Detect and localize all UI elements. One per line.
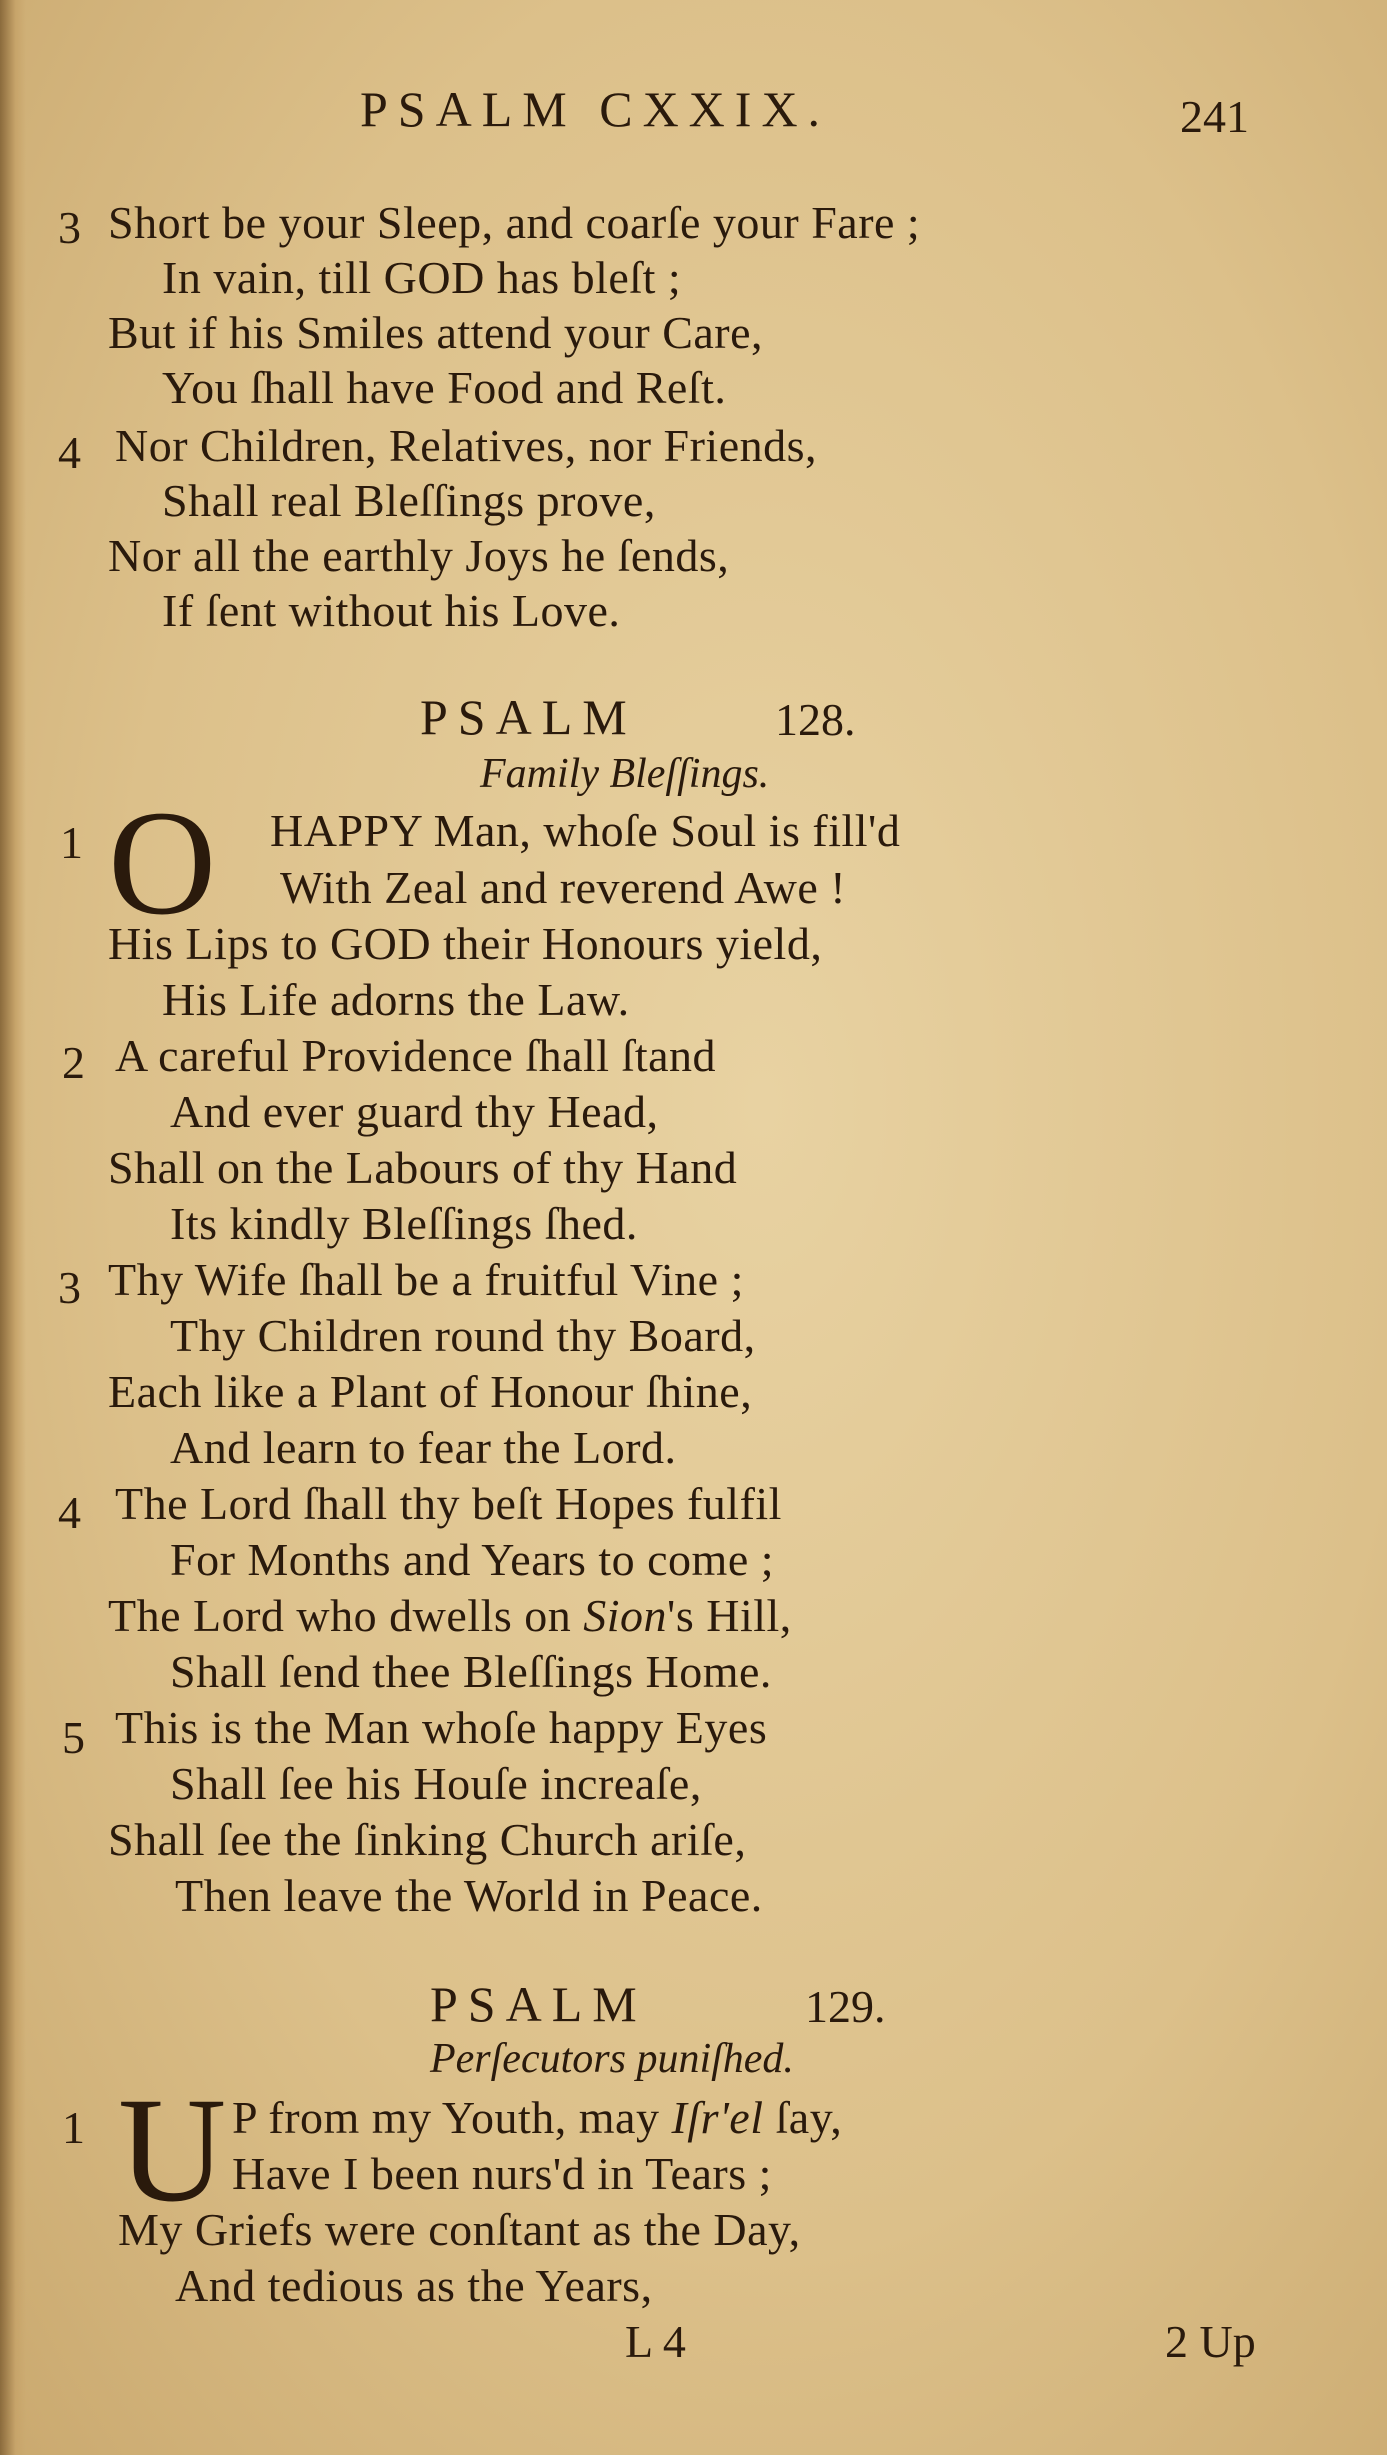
verse-number: 1 [60, 817, 83, 868]
verse-line: Short be your Sleep, and coarſe your Fare ; [108, 197, 921, 248]
verse-line: My Griefs were conſtant as the Day, [118, 2204, 801, 2255]
psalm-subtitle: Perſecutors puniſhed. [430, 2036, 794, 2082]
drop-cap: O [108, 780, 217, 946]
verse-number: 4 [58, 1487, 81, 1538]
verse-line: Shall ſee the ſinking Church ariſe, [108, 1814, 747, 1865]
verse-line: Shall ſend thee Bleſſings Home. [170, 1646, 772, 1697]
psalm-subtitle: Family Bleſſings. [480, 751, 770, 797]
verse-number: 4 [58, 427, 81, 478]
verse-line: Nor all the earthly Joys he ſends, [108, 530, 730, 581]
verse-line: HAPPY Man, whoſe Soul is fill'd [270, 805, 901, 856]
verse-number: 3 [58, 202, 81, 253]
page-gutter [0, 0, 26, 2455]
verse-line: You ſhall have Food and Reſt. [162, 362, 727, 413]
psalm-number: 129. [805, 1981, 886, 2032]
verse-line: His Lips to GOD their Honours yield, [108, 918, 823, 969]
verse-line: A careful Providence ſhall ſtand [115, 1030, 717, 1081]
verse-line: Then leave the World in Peace. [175, 1870, 763, 1921]
verse-number: 5 [62, 1712, 85, 1763]
verse-number: 3 [58, 1262, 81, 1313]
verse-line: His Life adorns the Law. [162, 974, 630, 1025]
verse-text: ſay, [763, 2092, 843, 2143]
verse-line [108, 1588, 792, 1644]
verse-number: 1 [62, 2102, 85, 2153]
signature-mark: L 4 [625, 2316, 686, 2367]
verse-line: And ever guard thy Head, [170, 1086, 659, 1137]
verse-line: But if his Smiles attend your Care, [108, 307, 764, 358]
page-number: 241 [1180, 91, 1249, 142]
verse-line: For Months and Years to come ; [170, 1534, 775, 1585]
verse-line: Shall ſee his Houſe increaſe, [170, 1758, 702, 1809]
verse-text: 's Hill, [667, 1590, 792, 1641]
verse-line: Shall real Bleſſings prove, [162, 475, 656, 526]
verse-line: Each like a Plant of Honour ſhine, [108, 1366, 753, 1417]
verse-line: In vain, till GOD has bleſt ; [162, 252, 682, 303]
verse-line [232, 2090, 842, 2146]
italic-name: Sion [583, 1590, 668, 1641]
psalm-heading: PSALM [430, 1976, 647, 2032]
verse-line: With Zeal and reverend Awe ! [280, 862, 847, 913]
verse-number: 2 [62, 1037, 85, 1088]
psalm-number: 128. [775, 694, 856, 745]
verse-line: Nor Children, Relatives, nor Friends, [115, 420, 818, 471]
verse-line: And learn to fear the Lord. [170, 1422, 677, 1473]
verse-line: Thy Children round thy Board, [170, 1310, 756, 1361]
verse-line: And tedious as the Years, [175, 2260, 653, 2311]
drop-cap: U [118, 2067, 227, 2233]
verse-line: Its kindly Bleſſings ſhed. [170, 1198, 638, 1249]
verse-line: The Lord ſhall thy beſt Hopes fulfil [115, 1478, 782, 1529]
verse-text: P from my Youth, may [232, 2092, 672, 2143]
verse-line: Shall on the Labours of thy Hand [108, 1142, 738, 1193]
verse-line: If ſent without his Love. [162, 585, 621, 636]
verse-line: Thy Wife ſhall be a fruitful Vine ; [108, 1254, 744, 1305]
verse-line: Have I been nurs'd in Tears ; [232, 2148, 772, 2199]
catchword: 2 Up [1165, 2316, 1256, 2367]
italic-name: Iſr'el [671, 2092, 764, 2143]
running-head-title: PSALM CXXIX. [360, 81, 831, 137]
psalm-heading: PSALM [420, 689, 637, 745]
verse-line: This is the Man whoſe happy Eyes [115, 1702, 768, 1753]
verse-text: The Lord who dwells on [108, 1590, 584, 1641]
